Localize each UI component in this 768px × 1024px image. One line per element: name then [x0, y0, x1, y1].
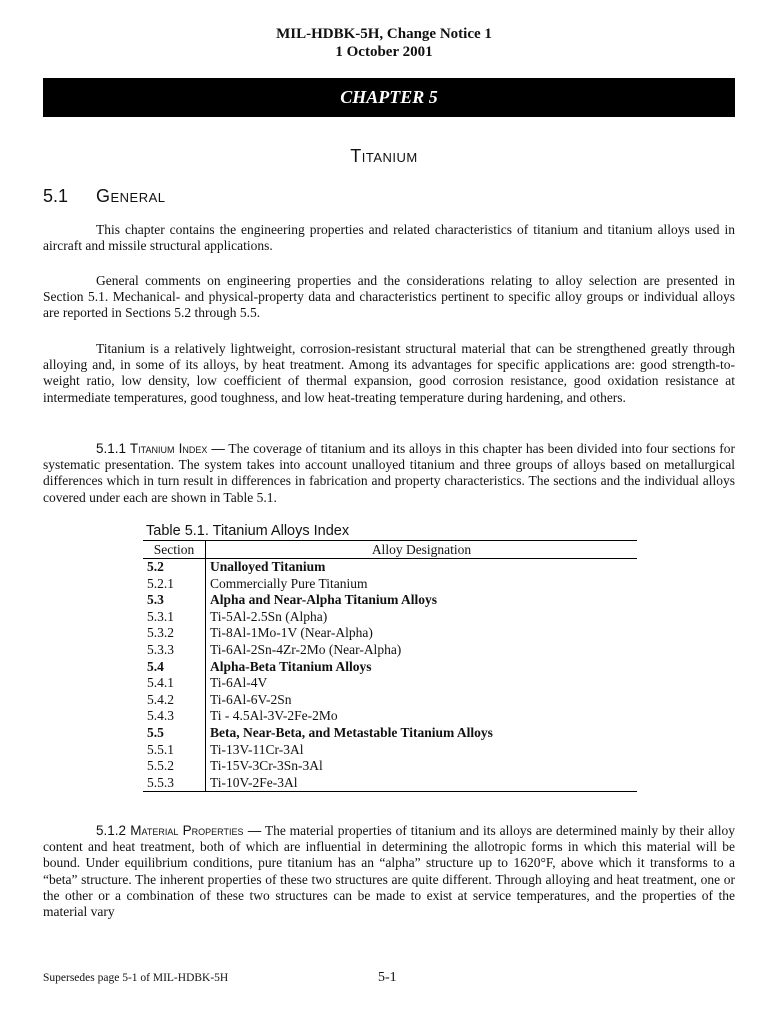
document-header-title: MIL-HDBK-5H, Change Notice 1: [276, 26, 492, 42]
table-header-row: [143, 541, 637, 559]
chapter-banner: [43, 78, 735, 117]
table-row: [143, 692, 637, 709]
cell-alloy-designation: Ti-6Al-6V-2Sn: [210, 691, 292, 707]
table-row: [143, 659, 637, 676]
table-row: [143, 775, 637, 792]
cell-section: 5.3.2: [143, 625, 206, 642]
cell-section: 5.2.1: [143, 576, 206, 593]
cell-alloy-designation: Commercially Pure Titanium: [210, 575, 368, 591]
section-number: 5.1: [43, 186, 69, 206]
paragraph-intro: [43, 222, 735, 254]
paragraph-text: The material properties of titanium and its alloys are determined mainly by their alloy content and heat treatment, both of which are influential in determining the allotropic forms in which this material will be bound. Under equilibrium conditions, pure titanium has an “alpha” structure up to 1620°F, above which it transforms to a “beta” structure. The inherent properties of these two structures are quite different. Through alloying and heat treatment, one or the other or a combination of these two structures can be made to exist at service temperatures, and the properties of the material vary: [43, 823, 735, 920]
cell-section: 5.4.1: [143, 675, 206, 692]
cell-section: 5.3.3: [143, 642, 206, 659]
table-row: [143, 642, 637, 659]
paragraph-general-comments: [43, 273, 735, 322]
subsection-heading: 5.1.2 Material Properties —: [96, 823, 262, 838]
cell-alloy-designation: Ti - 4.5Al-3V-2Fe-2Mo: [210, 708, 338, 724]
cell-section: 5.2: [143, 559, 206, 576]
cell-alloy-designation: Unalloyed Titanium: [210, 559, 326, 574]
paragraph-material-properties: [43, 823, 735, 920]
paragraph-text: This chapter contains the engineering properties and related characteristics of titanium and titanium alloys used in aircraft and missile structural applications.: [43, 222, 735, 254]
cell-alloy-designation: Ti-6Al-4V: [210, 675, 268, 691]
paragraph-text: General comments on engineering properties and the considerations relating to alloy selection are presented in Section 5.1. Mechanical- and physical-property data and characteristics pertinent to specific alloy groups or individual alloys are reported in Sections 5.2 through 5.5.: [43, 273, 735, 321]
cell-alloy-designation: Ti-10V-2Fe-3Al: [206, 775, 638, 792]
cell-alloy-designation: Alpha and Near-Alpha Titanium Alloys: [210, 592, 438, 608]
table-row: [143, 742, 637, 759]
table-row: [143, 592, 637, 609]
cell-alloy-designation: Ti-13V-11Cr-3Al: [210, 741, 304, 757]
paragraph-text: Titanium is a relatively lightweight, corrosion-resistant structural material that can be strengthened greatly through alloying and, in some of its alloys, by heat treatment. Among its advantages for specific applications are: good strength-to-weight ratio, low density, low coefficient of thermal expansion, good corrosion resistance, good oxidation resistance at intermediate temperatures, good toughness, and low heat-treating temperature during hardening, and others.: [43, 341, 735, 405]
paragraph-text: The coverage of titanium and its alloys in this chapter has been divided into four sections for systematic presentation. The system takes into account unalloyed titanium and three groups of alloys based on metallurgical differences which in turn result in differences in fabrication and property characteristics. The sections and the individual alloys covered under each are shown in Table 5.1.: [43, 441, 735, 505]
table-caption: Table 5.1. Titanium Alloys Index: [146, 523, 350, 539]
document-header-date: 1 October 2001: [335, 44, 433, 60]
table-row: [143, 609, 637, 626]
cell-alloy-designation: Ti-15V-3Cr-3Sn-3Al: [210, 758, 323, 774]
cell-alloy-designation: Alpha-Beta Titanium Alloys: [210, 658, 372, 674]
cell-alloy-designation: Ti-8Al-1Mo-1V (Near-Alpha): [210, 625, 373, 641]
cell-alloy-designation: Ti-5Al-2.5Sn (Alpha): [210, 608, 328, 624]
paragraph-titanium-overview: [43, 341, 735, 406]
column-header-alloy-designation: Alloy Designation: [206, 541, 638, 559]
cell-section: 5.4.2: [143, 692, 206, 709]
cell-section: 5.3.1: [143, 609, 206, 626]
cell-alloy-designation: Beta, Near-Beta, and Metastable Titanium Alloys: [210, 724, 493, 740]
footer-supersedes-note: Supersedes page 5-1 of MIL-HDBK-5H: [43, 972, 229, 984]
cell-section: 5.4: [143, 659, 206, 676]
alloys-index-table: [143, 540, 637, 792]
cell-section: 5.5.3: [143, 775, 206, 792]
table-row: [143, 625, 637, 642]
table-body: [143, 559, 637, 792]
table-row: [143, 725, 637, 742]
cell-section: 5.5: [143, 725, 206, 742]
section-title: General: [96, 186, 166, 206]
table-row: [143, 559, 637, 576]
cell-section: 5.5.1: [143, 742, 206, 759]
paragraph-titanium-index: [43, 441, 735, 506]
subsection-heading: 5.1.1 Titanium Index —: [96, 441, 225, 456]
table-row: [143, 758, 637, 775]
page-number: 5-1: [378, 970, 397, 985]
column-header-section: Section: [143, 541, 206, 559]
page-title: Titanium: [350, 146, 418, 166]
cell-section: 5.5.2: [143, 758, 206, 775]
table-row: [143, 708, 637, 725]
cell-alloy-designation: Ti-6Al-2Sn-4Zr-2Mo (Near-Alpha): [210, 641, 402, 657]
cell-section: 5.4.3: [143, 708, 206, 725]
table-row: [143, 576, 637, 593]
chapter-label: CHAPTER 5: [340, 87, 438, 107]
cell-section: 5.3: [143, 592, 206, 609]
table-row: [143, 675, 637, 692]
